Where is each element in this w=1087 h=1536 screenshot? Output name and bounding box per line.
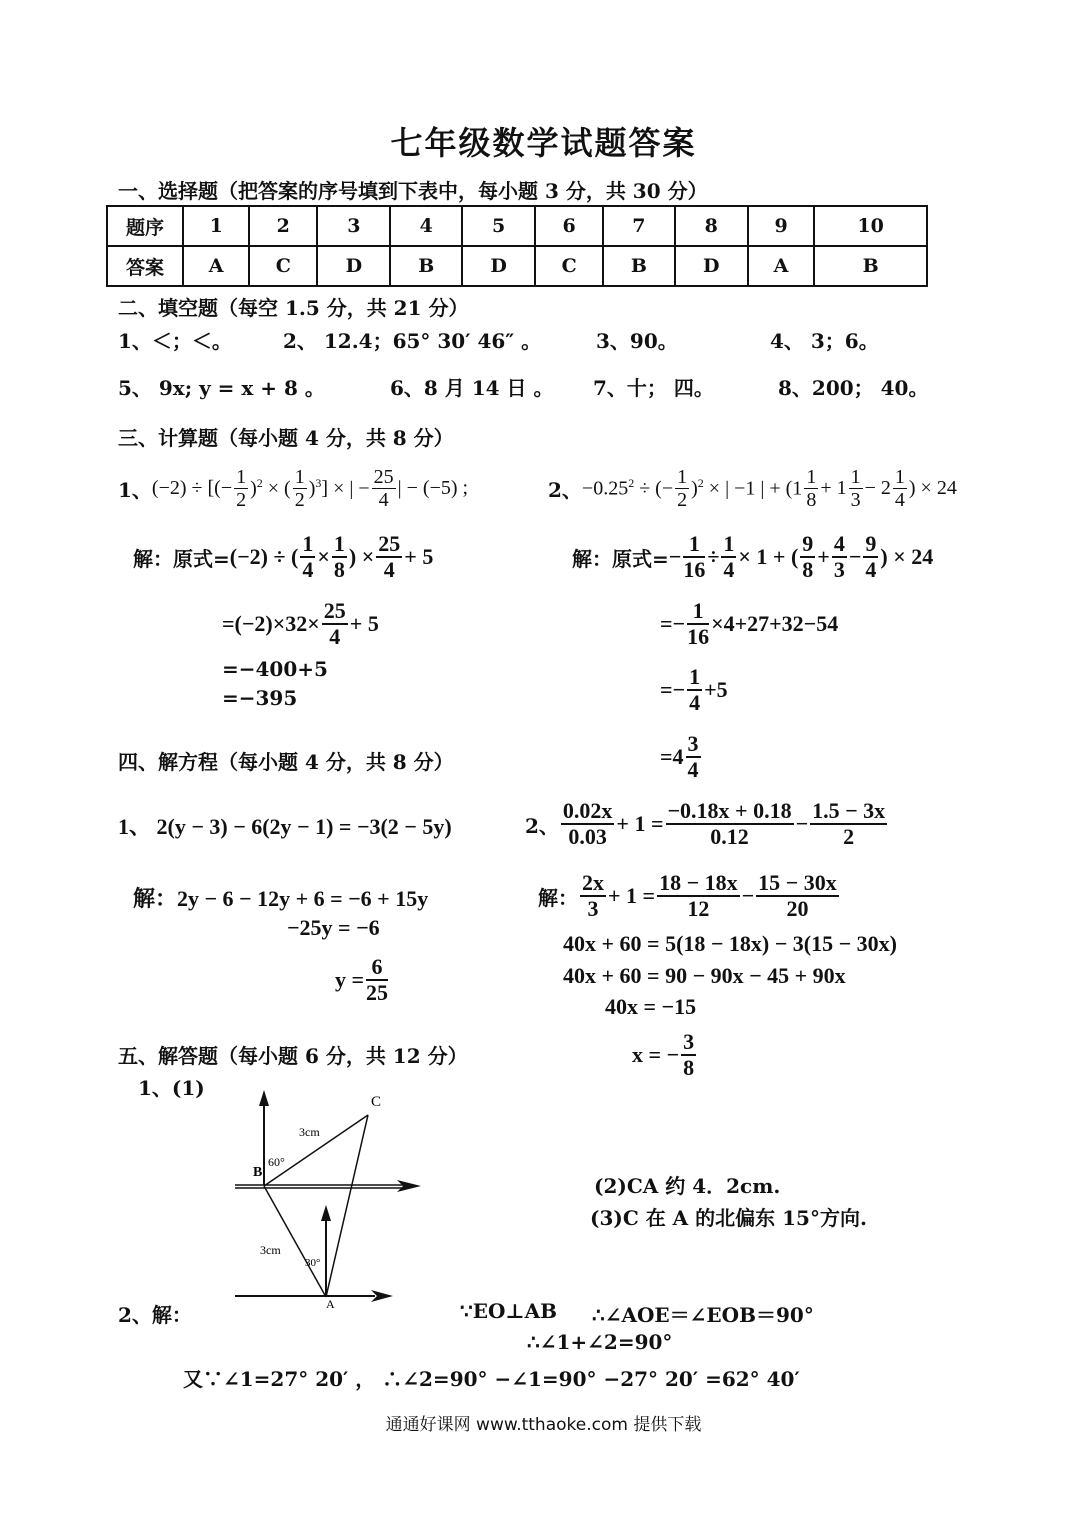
section-3-heading: 三、计算题（每小题 4 分，共 8 分）	[118, 426, 454, 450]
equation-solution-2-line-4: 40x = −15	[605, 994, 697, 1019]
calc-solution-2-line-3: =− $\frac{1}{4}$ +5	[660, 663, 728, 715]
equation-problem-1: 1、 2(y − 3) − 6(2y − 1) = −3(2 − 5y)	[118, 814, 452, 839]
answer-part-3: (3)C 在 A 的北偏东 15°方向.	[590, 1206, 867, 1230]
equation-solution-1-line-3: y = $\frac{6}{25}$	[335, 953, 389, 1005]
calc-solution-2-line-1: 解：原式= − $\frac{1}{16}$ ÷ $\frac{1}{4}$ × 1 + ( $\frac{9}{8}$ + $\frac{4}{3}$ − $\frac{9}{4}$ ) × 24	[572, 530, 934, 582]
table-cell: 6	[535, 206, 603, 246]
table-cell: A	[748, 246, 814, 286]
section-4-heading: 四、解方程（每小题 4 分，共 8 分）	[118, 750, 454, 774]
table-cell: D	[462, 246, 535, 286]
calc-problem-2: 2、 $-0.25^2$ ÷ (− $\frac{1}{2}$ )$^2$ × | −1 | + (1 $\frac{1}{8}$ + 1 $\frac{1}{3}$ − 2 $\frac{1}{4}$ ) × 24	[548, 465, 957, 511]
table-cell: 10	[814, 206, 927, 246]
table-cell: D	[675, 246, 748, 286]
problem-label: 2、	[525, 813, 559, 838]
table-cell: B	[603, 246, 675, 286]
solution-step: =4	[660, 744, 684, 769]
calc-solution-2-line-4: =4 $\frac{3}{4}$	[660, 730, 699, 782]
equation-solution-1-line-1: 解：2y − 6 − 12y + 6 = −6 + 15y	[133, 886, 429, 911]
fill-answer-6: 6、8 月 14 日 。	[390, 376, 554, 400]
table-cell: 8	[675, 206, 748, 246]
fill-answer-1: 1、＜；＜。	[118, 329, 232, 353]
table-cell: B	[814, 246, 927, 286]
equation-problem-2: 2、 $\frac{0.02x}{0.03}$ + 1 = $\frac{-0.18x + 0.18}{0.12}$ − $\frac{1.5 - 3x}{2}$	[525, 797, 886, 849]
proof-step-1b: ∴∠AOE＝∠EOB＝90°	[592, 1303, 814, 1327]
table-cell: 3	[317, 206, 390, 246]
fill-answer-5: 5、 9x; y = x + 8 。	[118, 376, 325, 400]
label-angle-a: 30°	[305, 1257, 321, 1269]
table-cell: 1	[183, 206, 249, 246]
calc-solution-2-line-2: =− $\frac{1}{16}$ ×4+27+32−54	[660, 597, 839, 649]
page-title: 七年级数学试题答案	[390, 124, 697, 162]
fill-answer-7: 7、十； 四。	[593, 376, 714, 400]
solution-step: y =	[335, 967, 365, 992]
equation-solution-2-line-2: 40x + 60 = 5(18 − 18x) − 3(15 − 30x)	[563, 931, 897, 956]
row-header-answer: 答案	[107, 246, 183, 286]
solution-step: =(−2)×32×	[222, 611, 320, 636]
problem-label: 1、	[118, 477, 152, 502]
solution-step: +5	[704, 677, 728, 702]
answer-problem-1-label: 1、(1)	[138, 1076, 205, 1100]
table-cell: C	[535, 246, 603, 286]
section-1-heading: 一、选择题（把答案的序号填到下表中，每小题 3 分，共 30 分）	[118, 179, 708, 203]
answer-problem-2-label: 2、解：	[118, 1303, 192, 1327]
proof-step-2: ∴∠1+∠2=90°	[527, 1330, 673, 1354]
label-bc-length: 3cm	[299, 1125, 320, 1139]
table-row-numbers	[107, 206, 927, 246]
table-cell: B	[390, 246, 462, 286]
section-2-heading: 二、填空题（每空 1.5 分，共 21 分）	[118, 296, 469, 320]
table-cell: A	[183, 246, 249, 286]
label-c: C	[371, 1094, 382, 1110]
proof-step-3: 又∵∠1=27° 20′ ， ∴∠2=90° −∠1=90° −27° 20′ =62° 40′	[183, 1367, 800, 1391]
footer-text: 通通好课网 www.tthaoke.com 提供下载	[385, 1415, 702, 1435]
table-row-answers	[107, 246, 927, 286]
answer-part-2: (2)CA 约 4．2cm.	[594, 1174, 781, 1198]
geometry-figure	[225, 1080, 425, 1315]
table-cell: 7	[603, 206, 675, 246]
fill-answer-4: 4、 3；6。	[770, 329, 879, 353]
row-header-number: 题序	[107, 206, 183, 246]
equation-solution-2-line-3: 40x + 60 = 90 − 90x − 45 + 90x	[563, 963, 846, 988]
proof-step-1a: ∵EO⊥AB	[460, 1299, 558, 1323]
label-angle-b: 60°	[268, 1155, 285, 1169]
table-cell: 9	[748, 206, 814, 246]
solution-label: 解：原式=	[133, 546, 230, 571]
calc-solution-1-line-4: =−395	[222, 686, 298, 710]
solution-step: ×4+27+32−54	[711, 611, 839, 636]
equation-solution-1-line-2: −25y = −6	[287, 915, 380, 940]
table-cell: 5	[462, 206, 535, 246]
answer-table	[106, 205, 928, 287]
calc-solution-1-line-2: =(−2)×32× $\frac{25}{4}$ + 5	[222, 597, 379, 649]
calc-problem-1: 1、 (−2) ÷ [(− $\frac{1}{2}$ )$^2$ × ( $\frac{1}{2}$ )$^3$] × | − $\frac{25}{4}$ | − (−5) ;	[118, 465, 469, 511]
solution-step: x = −	[632, 1042, 680, 1067]
label-a: A	[326, 1297, 335, 1311]
label-ab-length: 3cm	[260, 1243, 281, 1257]
problem-label: 2、	[548, 477, 582, 502]
label-b: B	[253, 1165, 263, 1180]
table-cell: D	[317, 246, 390, 286]
equation-solution-2-line-1: 解： $\frac{2x}{3}$ + 1 = $\frac{18 - 18x}{12}$ − $\frac{15 - 30x}{20}$	[538, 869, 837, 921]
equation-solution-2-line-5: x = − $\frac{3}{8}$	[632, 1028, 695, 1080]
calc-solution-1-line-3: =−400+5	[222, 657, 328, 681]
table-cell: 4	[390, 206, 462, 246]
section-5-heading: 五、解答题（每小题 6 分，共 12 分）	[118, 1044, 468, 1068]
solution-step: =−	[660, 677, 686, 702]
fill-answer-8: 8、200； 40。	[778, 376, 929, 400]
table-cell: C	[249, 246, 317, 286]
fill-answer-2: 2、 12.4；65° 30′ 46″ 。	[283, 329, 542, 353]
solution-label: 解：	[538, 885, 578, 910]
solution-label: 解：原式=	[572, 546, 669, 571]
table-cell: 2	[249, 206, 317, 246]
calc-solution-1-line-1: 解：原式= (−2) ÷ ( $\frac{1}{4}$ × $\frac{1}{8}$ ) × $\frac{25}{4}$ + 5	[133, 530, 434, 582]
solution-step: =−	[660, 611, 686, 636]
fill-answer-3: 3、90。	[596, 329, 678, 353]
